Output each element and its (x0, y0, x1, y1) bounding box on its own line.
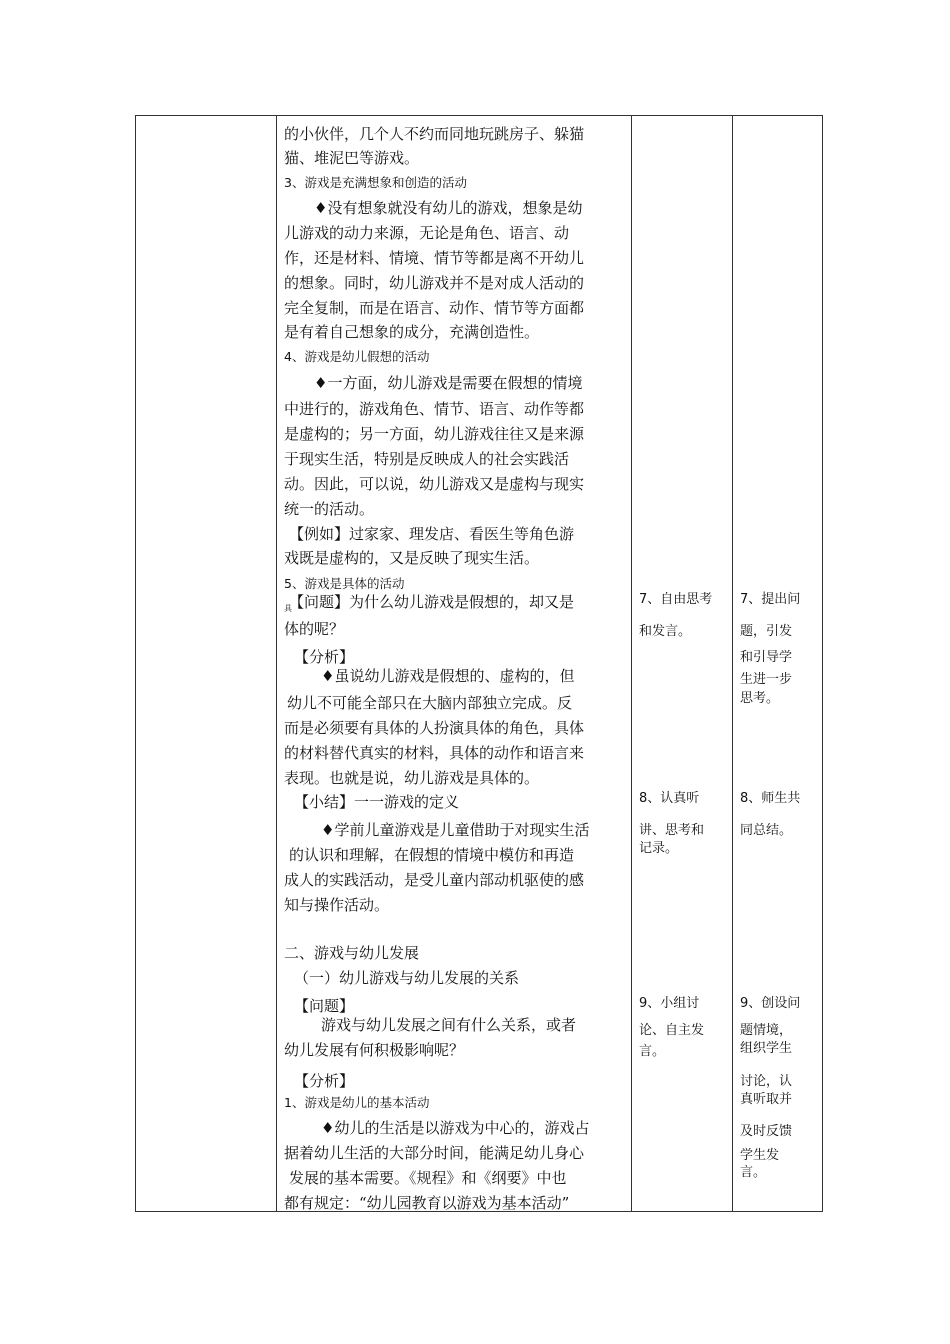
text-line: ♦没有想象就没有幼儿的游戏，想象是幼 (314, 199, 583, 217)
text-line: ♦学前儿童游戏是儿童借助于对现实生活 (321, 821, 590, 839)
teacher-activity-text: 题，引发 (740, 624, 793, 639)
teacher-activity-column (733, 116, 823, 1211)
text-line: 完全复制，而是在语言、动作、情节等方面都 (284, 299, 585, 317)
text-line: 【分析】 (294, 648, 355, 666)
teacher-activity-text: 和引导学 (740, 650, 793, 665)
text-line: 发展的基本需要。《规程》和《纲要》中也 (289, 1169, 567, 1187)
student-activity-text: 记录。 (639, 841, 679, 856)
text-line: 【问题】为什么幼儿游戏是假想的，却又是 (289, 593, 575, 611)
student-activity-text: 9、小组讨 (639, 996, 700, 1011)
teacher-activity-text: 题情境， (740, 1023, 793, 1038)
text-line: 中进行的，游戏角色、情节、语言、动作等都 (284, 400, 585, 418)
text-line: 的小伙伴，几个人不约而同地玩跳房子、躲猫 (284, 125, 585, 143)
text-line: 是有着自己想象的成分，充满创造性。 (284, 323, 540, 341)
teacher-activity-text: 7、提出问 (740, 592, 801, 607)
text-line: 表现。也就是说，幼儿游戏是具体的。 (284, 769, 540, 787)
text-line: 统一的活动。 (284, 500, 375, 518)
student-activity-text: 8、认真听 (639, 791, 700, 806)
teacher-activity-text: 思考。 (740, 691, 780, 706)
text-line: 据着幼儿生活的大部分时间，能满足幼儿身心 (284, 1144, 585, 1162)
text-line: 游戏与幼儿发展之间有什么关系，或者 (321, 1016, 577, 1034)
text-line: 猫、堆泥巴等游戏。 (284, 149, 420, 167)
text-line: 于现实生活，特别是反映成人的社会实践活 (284, 450, 570, 468)
text-line: 知与操作活动。 (284, 896, 390, 914)
section-heading: 4、游戏是幼儿假想的活动 (284, 349, 430, 364)
student-activity-text: 讲、思考和 (639, 823, 705, 838)
teacher-activity-text: 讨论，认 (740, 1074, 793, 1089)
student-activity-text: 7、自由思考 (639, 592, 713, 607)
text-line: 的认识和理解，在假想的情境中模仿和再造 (289, 846, 575, 864)
text-line: 【分析】 (294, 1072, 355, 1090)
teacher-activity-text: 及时反馈 (740, 1124, 793, 1139)
section-heading: 二、游戏与幼儿发展 (284, 944, 420, 962)
teacher-activity-text: 组织学生 (740, 1041, 793, 1056)
text-fragment: 具 (284, 604, 292, 613)
content-column (277, 116, 631, 1211)
empty-first-column (136, 116, 276, 1211)
section-heading: 5、游戏是具体的活动 (284, 576, 405, 591)
student-activity-text: 论、自主发 (639, 1023, 705, 1038)
subsection-heading: （一）幼儿游戏与幼儿发展的关系 (294, 969, 520, 987)
teacher-activity-text: 学生发 (740, 1148, 780, 1163)
teacher-activity-text: 真听取并 (740, 1092, 793, 1107)
teacher-activity-text: 同总结。 (740, 823, 793, 838)
text-line: ♦幼儿的生活是以游戏为中心的，游戏占 (321, 1119, 590, 1137)
student-activity-text: 言。 (639, 1044, 666, 1059)
text-line: 幼儿发展有何积极影响呢？ (284, 1041, 465, 1059)
text-line: 儿游戏的动力来源，无论是角色、语言、动 (284, 224, 570, 242)
text-line: 【例如】过家家、理发店、看医生等角色游 (289, 525, 575, 543)
text-line: 动。因此，可以说，幼儿游戏又是虚构与现实 (284, 475, 585, 493)
text-line: 的想象。同时，幼儿游戏并不是对成人活动的 (284, 274, 585, 292)
section-heading: 1、游戏是幼儿的基本活动 (284, 1095, 430, 1110)
text-line: ♦一方面，幼儿游戏是需要在假想的情境 (314, 374, 583, 392)
text-line: 而是必须要有具体的人扮演具体的角色，具体 (284, 719, 585, 737)
teacher-activity-text: 8、师生共 (740, 791, 801, 806)
text-line: 作，还是材料、情境、情节等都是离不开幼儿 (284, 249, 585, 267)
text-line: 幼儿不可能全部只在大脑内部独立完成。反 (287, 694, 573, 712)
text-line: 【小结】一一游戏的定义 (294, 793, 460, 811)
text-line: 都有规定：“幼儿园教育以游戏为基本活动” (284, 1194, 570, 1212)
teacher-activity-text: 9、创设问 (740, 996, 801, 1011)
student-activity-column (632, 116, 732, 1211)
text-line: 的材料替代真实的材料，具体的动作和语言来 (284, 744, 585, 762)
text-line: 体的呢？ (284, 620, 345, 638)
text-line: ♦虽说幼儿游戏是假想的、虚构的，但 (321, 667, 575, 685)
lesson-plan-table (135, 115, 823, 1212)
teacher-activity-text: 生进一步 (740, 672, 793, 687)
section-heading: 3、游戏是充满想象和创造的活动 (284, 175, 467, 190)
text-line: 是虚构的；另一方面，幼儿游戏往往又是来源 (284, 425, 585, 443)
teacher-activity-text: 言。 (740, 1165, 767, 1180)
text-line: 【问题】 (294, 997, 355, 1015)
text-line: 戏既是虚构的，又是反映了现实生活。 (284, 549, 540, 567)
text-line: 成人的实践活动，是受儿童内部动机驱使的感 (284, 871, 585, 889)
student-activity-text: 和发言。 (639, 624, 692, 639)
